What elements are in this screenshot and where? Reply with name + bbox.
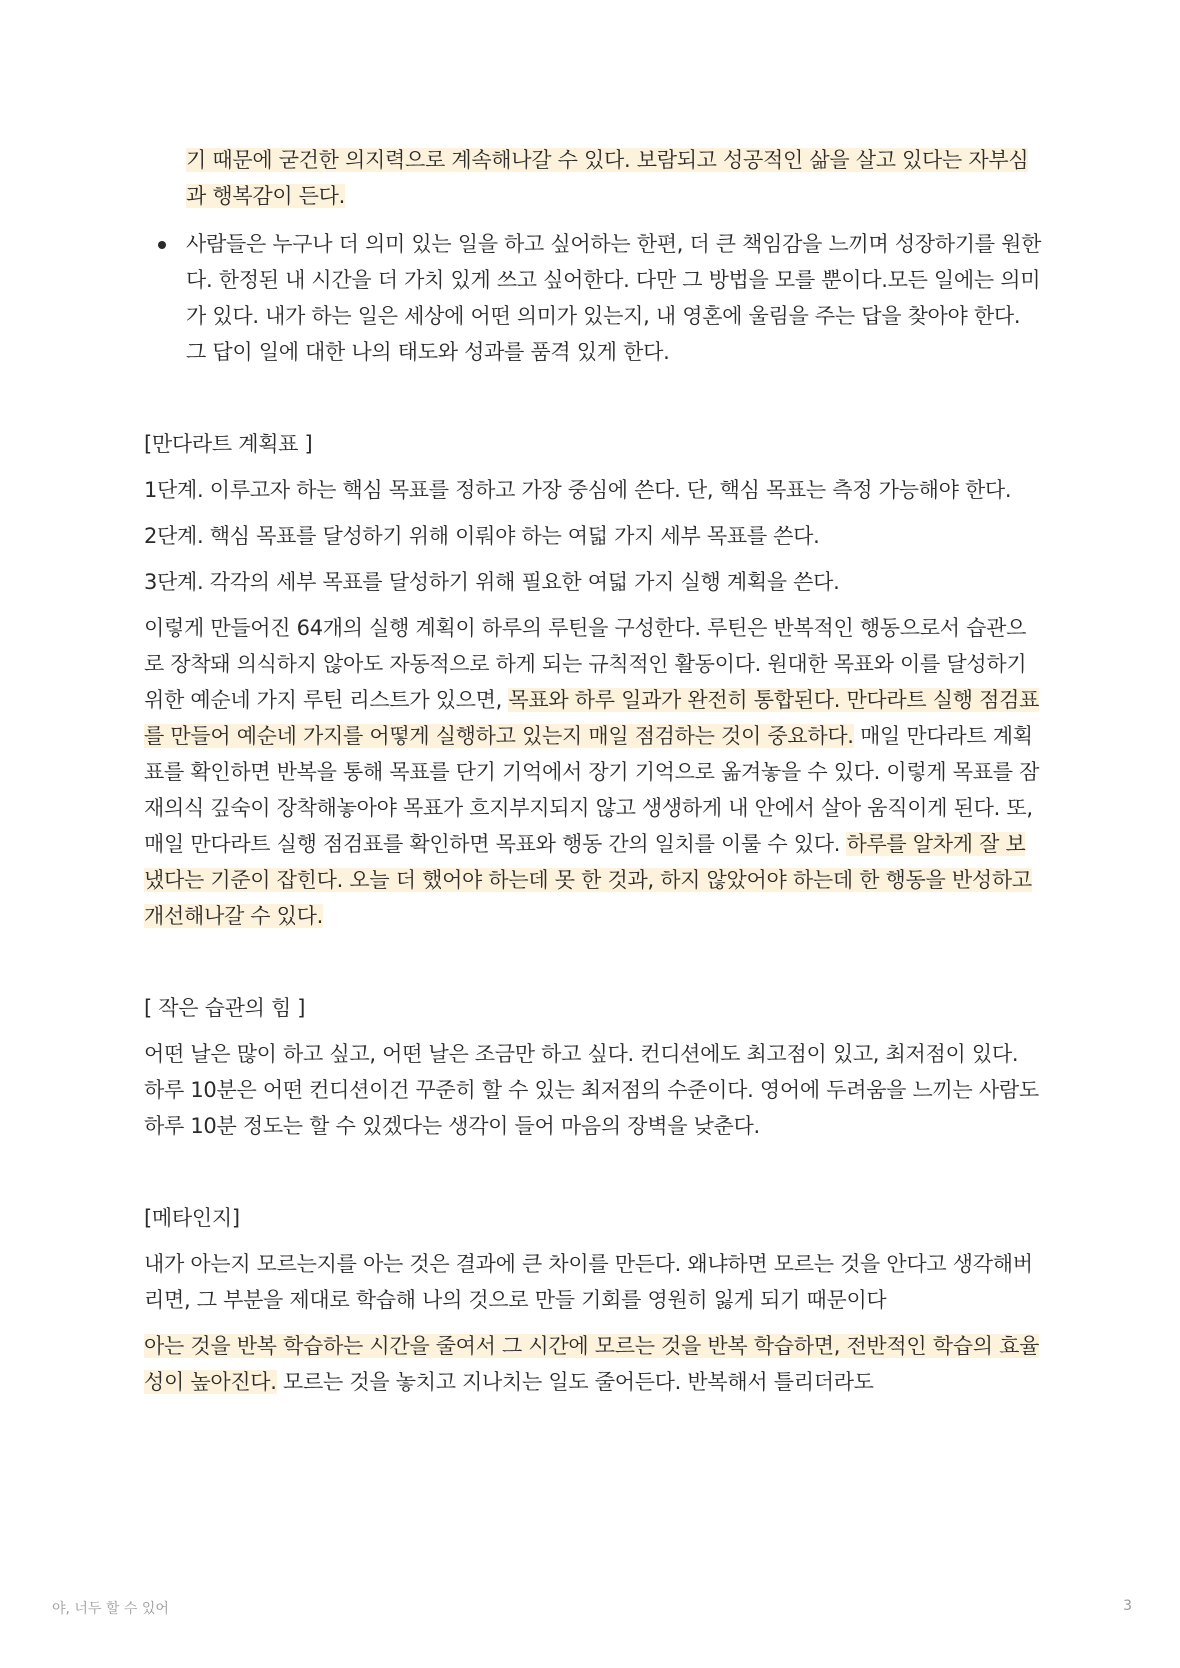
page-content	[144, 142, 1044, 1410]
footer-book-title: 야, 너두 할 수 있어	[52, 1601, 169, 1617]
highlighted-text: 기 때문에 굳건한 의지력으로 계속해나갈 수 있다. 보람되고 성공적인 삶을 살고 있다는 자부심과 행복감이 든다.	[186, 148, 1029, 208]
bullet-item	[144, 226, 1044, 370]
step-1-text: 1단계. 이루고자 하는 핵심 목표를 정하고 가장 중심에 쓴다. 단, 핵심 목표는 측정 가능해야 한다.	[144, 478, 1012, 502]
highlighted-text: 하루를 알차게 잘 보냈다는 기준이 잡힌다. 오늘 더 했어야 하는데 못 한 것과, 하지 않았어야 하는데 한 행동을 반성하고 개선해나갈 수 있다.	[144, 832, 1032, 928]
bullet-text: 사람들은 누구나 더 의미 있는 일을 하고 싶어하는 한편, 더 큰 책임감을 느끼며 성장하기를 원한다. 한정된 내 시간을 더 가치 있게 쓰고 싶어한다. 다만 그 방법을 모를 뿐이다.모든 일에는 의미가 있다. 내가 하는 일은 세상에 어떤 의미가 있는지, 내 영혼에 울림을 주는 답을 찾아야 한다. 그 답이 일에 대한 나의 태도와 성과를 품격 있게 한다.	[186, 232, 1042, 364]
body-text: 이렇게 만들어진 64개의 실행 계획이 하루의 루틴을 구성한다. 루틴은 반복적인 행동으로서 습관으로 장착돼 의식하지 않아도 자동적으로 하게 되는 규칙적인 활동이다. 원대한 목표와 이를 달성하기 위한 예순네 가지 루틴 리스트가 있으면,	[144, 616, 1027, 712]
section-heading-metacognition: [메타인지]	[144, 1206, 240, 1230]
footer-page-number: 3	[1123, 1598, 1132, 1614]
body-text: 모르는 것을 놓치고 지나치는 일도 줄어든다. 반복해서 틀리더라도	[276, 1370, 874, 1394]
mandalart-body-paragraph	[144, 610, 1044, 934]
step-3-text: 3단계. 각각의 세부 목표를 달성하기 위해 필요한 여덟 가지 실행 계획을 쓴다.	[144, 570, 840, 594]
metacognition-paragraph-1: 내가 아는지 모르는지를 아는 것은 결과에 큰 차이를 만든다. 왜냐하면 모르는 것을 안다고 생각해버리면, 그 부분을 제대로 학습해 나의 것으로 만들 기회를 영원히 잃게 되기 때문이다	[144, 1252, 1033, 1312]
highlighted-text: 아는 것을 반복 학습하는 시간을 줄여서 그 시간에 모르는 것을 반복 학습하면, 전반적인 학습의 효율성이 높아진다.	[144, 1334, 1040, 1394]
highlighted-text: 목표와 하루 일과가 완전히 통합된다. 만다라트 실행 점검표를 만들어 예순네 가지를 어떻게 실행하고 있는지 매일 점검하는 것이 중요하다.	[144, 688, 1040, 748]
section-heading-small-habits: [ 작은 습관의 힘 ]	[144, 996, 306, 1020]
step-2-text: 2단계. 핵심 목표를 달성하기 위해 이뤄야 하는 여덟 가지 세부 목표를 쓴다.	[144, 524, 820, 548]
body-text: 매일 만다라트 계획표를 확인하면 반복을 통해 목표를 단기 기억에서 장기 기억으로 옮겨놓을 수 있다. 이렇게 목표를 잠재의식 깊숙이 장착해놓아야 목표가 흐지부지되지 않고 생생하게 내 안에서 살아 움직이게 된다. 또, 매일 만다라트 실행 점검표를 확인하면 목표와 행동 간의 일치를 이룰 수 있다.	[144, 724, 1040, 856]
bullet-item-continuation	[144, 142, 1044, 214]
small-habits-paragraph: 어떤 날은 많이 하고 싶고, 어떤 날은 조금만 하고 싶다. 컨디션에도 최고점이 있고, 최저점이 있다. 하루 10분은 어떤 컨디션이건 꾸준히 할 수 있는 최저점의 수준이다. 영어에 두려움을 느끼는 사람도 하루 10분 정도는 할 수 있겠다는 생각이 들어 마음의 장벽을 낮춘다.	[144, 1042, 1039, 1138]
bullet-dot-icon	[158, 241, 166, 249]
metacognition-paragraph-2	[144, 1328, 1044, 1400]
section-heading-mandalart: [만다라트 계획표 ]	[144, 432, 313, 456]
